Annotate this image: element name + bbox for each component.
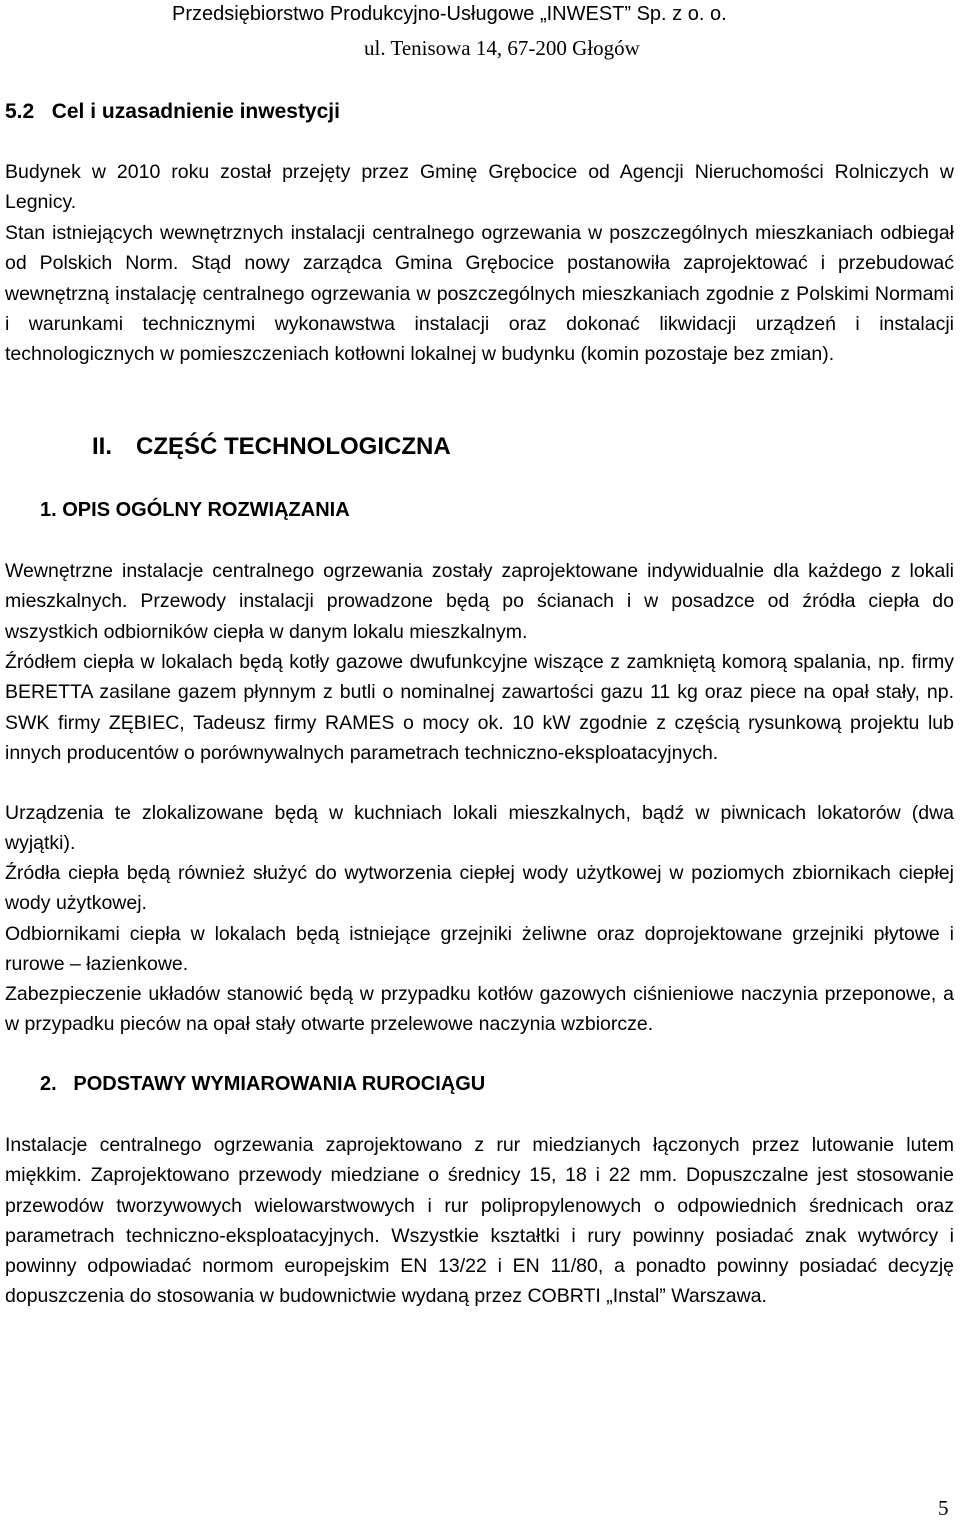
part-2-heading bbox=[92, 432, 451, 462]
section-2-paragraph-1: Instalacje centralnego ogrzewania zaprojektowano z rur miedzianych łączonych przez lutowanie lutem miękkim. Zaprojektowano przewody miedziane o średnicy 15, 18 i 22 mm. Dopuszczalne jest stosowanie przewodów tworzywowych wielowarstwowych i rur polipropylenowych o odpowiednich średnicach oraz parametrach techniczno-eksploatacyjnych. Wszystkie kształtki i rury powinny posiadać znak wytwórcy i powinny odpowiadać normom europejskim EN 13/22 i EN 11/80, a ponadto powinny posiadać decyzję dopuszczenia do stosowania w budownictwie wydaną przez COBRTI „Instal” Warszawa. bbox=[5, 1134, 954, 1308]
page-header-address: ul. Tenisowa 14, 67-200 Głogów bbox=[364, 36, 640, 60]
section-1-paragraph-5: Odbiornikami ciepła w lokalach będą istniejące grzejniki żeliwne oraz doprojektowane grzejniki płytowe i rurowe – łazienkowe. bbox=[5, 923, 954, 976]
part-2-title: CZĘŚĆ TECHNOLOGICZNA bbox=[136, 433, 451, 460]
section-5-2-heading: 5.2 Cel i uzasadnienie inwestycji bbox=[5, 100, 340, 123]
section-1-paragraph-1: Wewnętrzne instalacje centralnego ogrzewania zostały zaprojektowane indywidualnie dla każdego z lokali mieszkalnych. Przewody instalacji prowadzone będą po ścianach i w posadzce od źródła ciepła do wszystkich odbiorników ciepła w danym lokalu mieszkalnym. bbox=[5, 560, 954, 643]
section-1-paragraph-3: Urządzenia te zlokalizowane będą w kuchniach lokali mieszkalnych, bądź w piwnicach lokatorów (dwa wyjątki). bbox=[5, 802, 954, 855]
section-5-2-paragraph-2: Stan istniejących wewnętrznych instalacji centralnego ogrzewania w poszczególnych mieszkaniach odbiegał od Polskich Norm. Stąd nowy zarządca Gmina Grębocice postanowiła zaprojektować i przebudować wewnętrzną instalację centralnego ogrzewania w poszczególnych mieszkaniach zgodnie z Polskimi Normami i warunkami technicznymi wykonawstwa instalacji oraz dokonać likwidacji urządzeń i instalacji technologicznych w pomieszczeniach kotłowni lokalnej w budynku (komin pozostaje bez zmian). bbox=[5, 222, 954, 366]
section-1-heading: 1. OPIS OGÓLNY ROZWIĄZANIA bbox=[40, 499, 350, 521]
section-5-2-paragraph-1: Budynek w 2010 roku został przejęty przez Gminę Grębocice od Agencji Nieruchomości Rolniczych w Legnicy. bbox=[5, 161, 954, 214]
part-2-number: II. bbox=[92, 433, 113, 460]
page-number: 5 bbox=[938, 1496, 949, 1520]
section-2-heading: 2. PODSTAWY WYMIAROWANIA RUROCIĄGU bbox=[40, 1073, 486, 1095]
section-1-paragraph-2: Źródłem ciepła w lokalach będą kotły gazowe dwufunkcyjne wiszące z zamkniętą komorą spalania, np. firmy BERETTA zasilane gazem płynnym z butli o nominalnej zawartości gazu 11 kg oraz piece na opał stały, np. SWK firmy ZĘBIEC, Tadeusz firmy RAMES o mocy ok. 10 kW zgodnie z częścią rysunkową projektu lub innych producentów o porównywalnych parametrach techniczno-eksploatacyjnych. bbox=[5, 651, 954, 764]
page-header-company: Przedsiębiorstwo Produkcyjno-Usługowe „INWEST” Sp. z o. o. bbox=[172, 3, 727, 25]
section-1-paragraph-6: Zabezpieczenie układów stanowić będą w przypadku kotłów gazowych ciśnieniowe naczynia przeponowe, a w przypadku pieców na opał stały otwarte przelewowe naczynia wzbiorcze. bbox=[5, 983, 954, 1036]
section-1-paragraph-4: Źródła ciepła będą również służyć do wytworzenia ciepłej wody użytkowej w poziomych zbiornikach ciepłej wody użytkowej. bbox=[5, 862, 954, 915]
